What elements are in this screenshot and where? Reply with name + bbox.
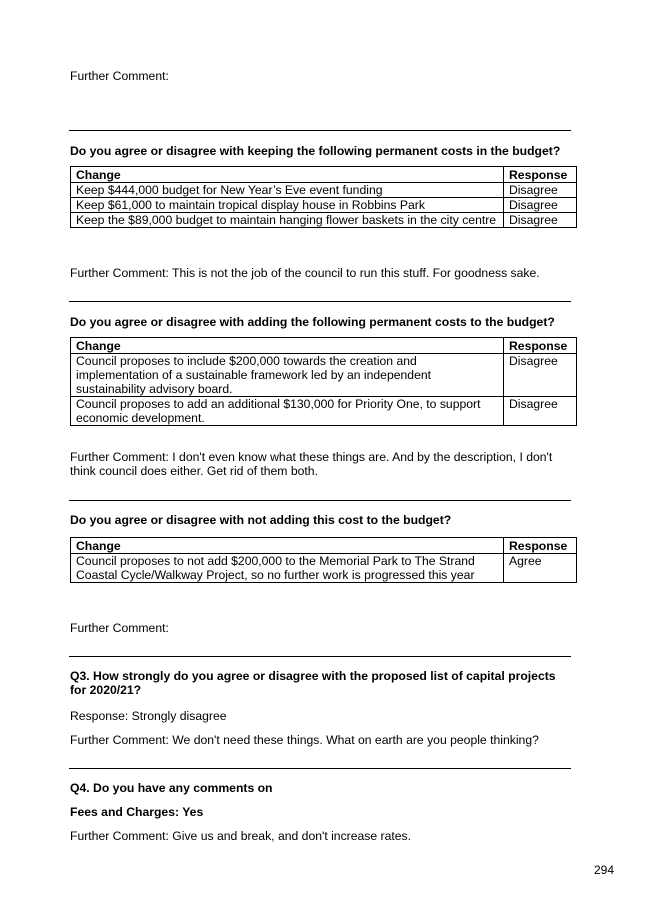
- change-cell: Council proposes to not add $200,000 to the Memorial Park to The Strand Coastal Cycle/Walkway Project, so no further work is progressed this year: [71, 554, 504, 583]
- table-header-row: [71, 338, 577, 354]
- section3-question: Do you agree or disagree with adding the following permanent costs to the budget?: [70, 315, 555, 329]
- section1-further-comment: Further Comment:: [70, 69, 169, 83]
- table-row: [71, 183, 577, 198]
- divider: [69, 768, 571, 769]
- q3-response: Response: Strongly disagree: [70, 709, 227, 723]
- response-cell: Agree: [504, 554, 577, 583]
- section4-question: Do you agree or disagree with not adding this cost to the budget?: [70, 513, 452, 527]
- table-row: [71, 554, 577, 583]
- table-header-row: [71, 167, 577, 183]
- table-row: [71, 354, 577, 397]
- section4-table: [70, 537, 577, 583]
- section3-further-comment: Further Comment: I don't even know what these things are. And by the description, I don't think council does either. Get rid of them both.: [70, 450, 553, 478]
- divider: [69, 301, 571, 302]
- column-header-change: Change: [71, 167, 504, 183]
- section2-further-comment: Further Comment: This is not the job of the council to run this stuff. For goodness sake.: [70, 266, 540, 280]
- section4-further-comment: Further Comment:: [70, 621, 169, 635]
- change-cell: Keep $61,000 to maintain tropical display house in Robbins Park: [71, 198, 504, 213]
- change-cell: Council proposes to include $200,000 towards the creation and implementation of a sustainable framework led by an independent sustainability advisory board.: [71, 354, 504, 397]
- change-cell: Keep the $89,000 budget to maintain hanging flower baskets in the city centre: [71, 213, 504, 228]
- table-row: [71, 213, 577, 228]
- column-header-response: Response: [504, 338, 577, 354]
- response-cell: Disagree: [504, 183, 577, 198]
- table-row: [71, 397, 577, 426]
- table-row: [71, 198, 577, 213]
- divider: [69, 500, 571, 501]
- column-header-change: Change: [71, 338, 504, 354]
- q3-further-comment: Further Comment: We don't need these things. What on earth are you people thinking?: [70, 733, 539, 747]
- page-number: 294: [593, 863, 614, 877]
- section2-question: Do you agree or disagree with keeping the following permanent costs in the budget?: [70, 144, 561, 158]
- change-cell: Council proposes to add an additional $130,000 for Priority One, to support economic development.: [71, 397, 504, 426]
- column-header-response: Response: [504, 167, 577, 183]
- response-cell: Disagree: [504, 397, 577, 426]
- table-header-row: [71, 538, 577, 554]
- q4-question: Q4. Do you have any comments on: [70, 781, 273, 795]
- response-cell: Disagree: [504, 354, 577, 397]
- section2-table: [70, 166, 577, 228]
- column-header-response: Response: [504, 538, 577, 554]
- divider: [69, 130, 571, 131]
- change-cell: Keep $444,000 budget for New Year’s Eve event funding: [71, 183, 504, 198]
- response-cell: Disagree: [504, 198, 577, 213]
- response-cell: Disagree: [504, 213, 577, 228]
- divider: [69, 656, 571, 657]
- section3-table: [70, 337, 577, 426]
- column-header-change: Change: [71, 538, 504, 554]
- q4-further-comment: Further Comment: Give us and break, and don't increase rates.: [70, 829, 412, 843]
- q3-question: Q3. How strongly do you agree or disagree with the proposed list of capital projects for 2020/21?: [70, 669, 556, 697]
- q4-fees-and-charges: Fees and Charges: Yes: [70, 805, 204, 819]
